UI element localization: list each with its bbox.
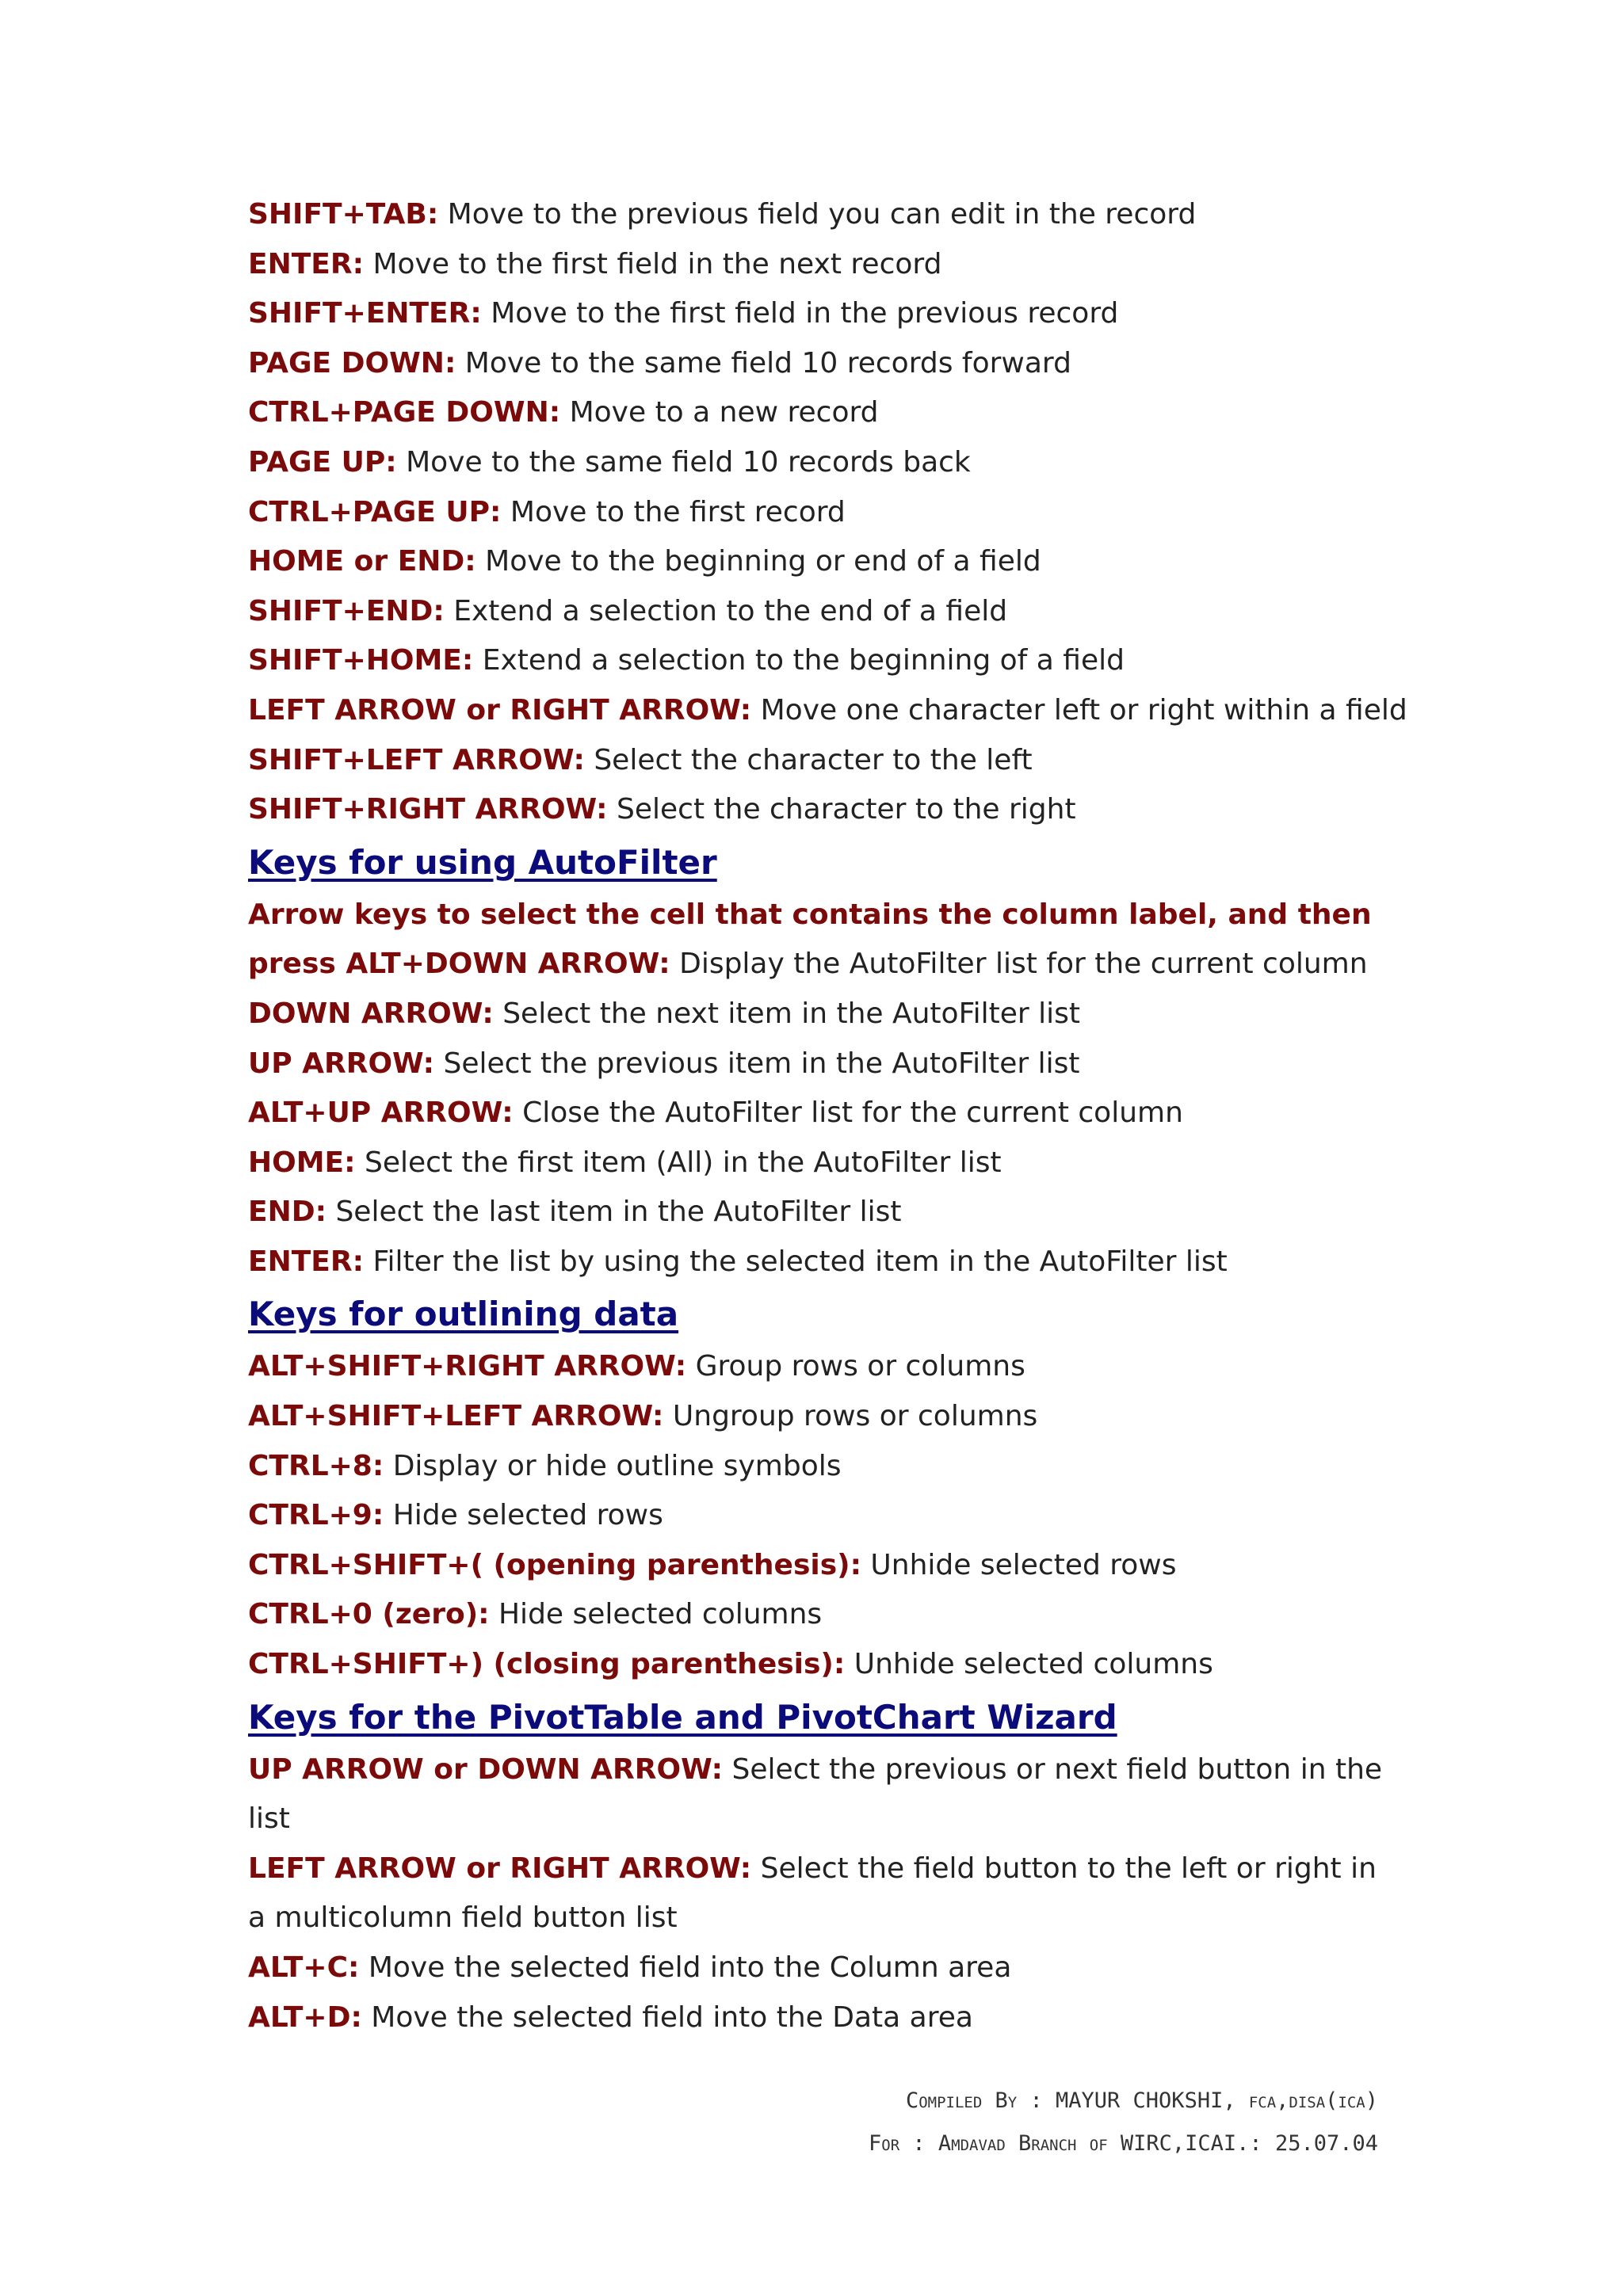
shortcut-description: Hide selected rows [384,1499,663,1532]
shortcut-description: Close the AutoFilter list for the current column [513,1097,1183,1130]
shortcut-row [248,1039,1389,1089]
shortcut-description: Select the last item in the AutoFilter list [327,1196,902,1229]
shortcut-row [248,438,1389,488]
shortcut-key: HOME: [248,1146,356,1179]
shortcut-key: LEFT ARROW or RIGHT ARROW: [248,1852,752,1885]
shortcut-row [248,1392,1389,1442]
shortcut-key: UP ARROW or DOWN ARROW: [248,1753,724,1786]
shortcut-row [248,785,1389,835]
shortcut-description: Select the character to the left [584,743,1033,776]
shortcut-row [248,1238,1389,1287]
shortcut-row [248,990,1389,1039]
shortcut-row [248,587,1389,637]
shortcut-description: Hide selected columns [489,1598,823,1631]
footer-compiled-by: Compiled By : MAYUR CHOKSHI, fca,disa(ica) [905,2088,1378,2113]
shortcut-description: Move to the same field 10 records forward [456,346,1071,379]
shortcut-description: Display or hide outline symbols [384,1449,842,1482]
shortcut-description: Move to the first field in the previous record [481,297,1119,330]
shortcut-key: SHIFT+RIGHT ARROW: [248,793,608,826]
shortcut-description: Move to the beginning or end of a field [475,545,1041,578]
shortcut-row [248,1541,1389,1591]
section-heading: Keys for the PivotTable and PivotChart Wizard [248,1697,1117,1737]
shortcut-key: ALT+D: [248,2000,362,2034]
shortcut-row [248,1640,1389,1690]
shortcut-row [248,736,1389,786]
section-heading: Keys for outlining data [248,1295,679,1334]
shortcut-key: PAGE DOWN: [248,346,456,379]
document-body [248,190,1407,2042]
shortcut-description: Select the character to the right [607,793,1076,826]
shortcut-key: ALT+SHIFT+RIGHT ARROW: [248,1350,687,1383]
shortcut-key: SHIFT+ENTER: [248,297,482,330]
shortcut-row [248,636,1389,686]
shortcut-row [248,240,1389,290]
shortcut-row [248,891,1389,990]
shortcut-key: Arrow keys to select the cell that contains the column label, and then press ALT+DOWN ARROW: [248,898,1372,981]
section-outlining [248,1287,1389,1689]
shortcut-key: ENTER: [248,1245,364,1278]
shortcut-row [248,1491,1389,1541]
shortcut-description: Move the selected field into the Data area [361,2000,973,2034]
shortcut-row [248,537,1389,587]
shortcut-key: SHIFT+END: [248,594,445,627]
shortcut-key: DOWN ARROW: [248,997,494,1030]
shortcut-description: Move the selected field into the Column area [359,1951,1012,1984]
shortcut-key: UP ARROW: [248,1047,435,1080]
shortcut-description: Select the previous item in the AutoFilter list [434,1047,1080,1080]
section-pivottable-wizard [248,1690,1389,2043]
shortcut-key: PAGE UP: [248,445,397,479]
shortcut-row [248,1188,1389,1238]
shortcut-key: SHIFT+HOME: [248,644,474,677]
shortcut-row [248,388,1389,438]
footer-branch-date: For : Amdavad Branch of WIRC,ICAI.: 25.07.04 [869,2131,1378,2156]
shortcut-row [248,488,1389,538]
shortcut-description: Move to the same field 10 records back [396,445,971,479]
shortcut-key: ALT+SHIFT+LEFT ARROW: [248,1400,664,1433]
shortcut-description: Move to the previous field you can edit in the record [438,198,1197,231]
page-footer [869,2080,1378,2165]
shortcut-description: Filter the list by using the selected item in the AutoFilter list [364,1245,1228,1278]
shortcut-row [248,1943,1389,1993]
shortcut-key: CTRL+8: [248,1449,384,1482]
shortcut-key: ALT+C: [248,1951,360,1984]
shortcut-row [248,190,1389,240]
shortcut-key: HOME or END: [248,545,476,578]
shortcut-description: Move to the first record [501,495,846,528]
shortcut-row [248,1442,1389,1492]
shortcut-row [248,339,1389,389]
shortcut-description: Select the next item in the AutoFilter list [493,997,1081,1030]
shortcut-description: Move to the first field in the next record [364,247,942,280]
shortcut-description: Move one character left or right within a field [751,693,1407,727]
section-navigation-keys [248,190,1407,835]
shortcut-description: Select the first item (All) in the AutoFilter list [355,1146,1002,1179]
shortcut-key: CTRL+SHIFT+( (opening parenthesis): [248,1548,861,1581]
section-heading: Keys for using AutoFilter [248,842,717,882]
shortcut-description: Unhide selected rows [861,1548,1177,1581]
shortcut-description: Ungroup rows or columns [663,1400,1038,1433]
shortcut-description: Unhide selected columns [845,1648,1213,1681]
shortcut-row [248,1844,1389,1943]
shortcut-row [248,1138,1389,1188]
shortcut-row [248,1590,1389,1640]
shortcut-description: Extend a selection to the beginning of a field [473,644,1125,677]
shortcut-key: END: [248,1196,327,1229]
shortcut-description: Select the field button to the left or right in a multicolumn field button list [248,1852,1377,1935]
shortcut-key: CTRL+PAGE UP: [248,495,502,528]
shortcut-key: CTRL+9: [248,1499,384,1532]
shortcut-key: LEFT ARROW or RIGHT ARROW: [248,693,752,727]
shortcut-row [248,1342,1389,1392]
shortcut-row [248,686,1407,736]
shortcut-description: Group rows or columns [686,1350,1025,1383]
shortcut-key: ENTER: [248,247,364,280]
shortcut-description: Move to a new record [560,396,879,429]
shortcut-description: Select the previous or next field button in the list [248,1753,1383,1836]
shortcut-key: CTRL+PAGE DOWN: [248,396,561,429]
shortcut-description: Display the AutoFilter list for the current column [670,948,1368,981]
shortcut-row [248,1089,1389,1138]
shortcut-description: Extend a selection to the end of a field [444,594,1008,627]
shortcut-key: SHIFT+TAB: [248,198,439,231]
shortcut-row [248,1993,1389,2043]
shortcut-row [248,1745,1389,1844]
shortcut-key: ALT+UP ARROW: [248,1097,514,1130]
shortcut-row [248,289,1389,339]
shortcut-key: SHIFT+LEFT ARROW: [248,743,585,776]
section-autofilter [248,835,1389,1287]
shortcut-key: CTRL+0 (zero): [248,1598,490,1631]
shortcut-key: CTRL+SHIFT+) (closing parenthesis): [248,1648,846,1681]
